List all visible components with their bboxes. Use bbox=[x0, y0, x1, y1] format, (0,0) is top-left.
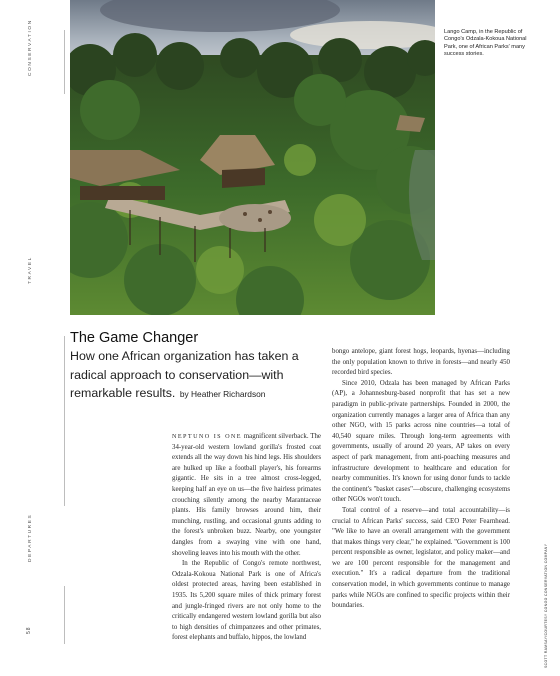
article-paragraph-4: Since 2010, Odzala has been managed by African Parks (AP), a Johannesburg-based nonprofit that has set a new paradigm in public-private partnerships. Founded in 2000, the organization currently manages a larger area of Africa than any other NGO, with 15 parks across nine countries—a total of 40,540 square miles. Through long-term agreements with governments, usually of around 20 years, AP takes on every aspect of park management, from anti-poaching measures and infrastructure development to healthcare and education for nearby communities. It's known for using donor funds to tackle the continent's "basket cases"—obscure, challenging ecosystems other NGOs won't touch. bbox=[332, 379, 510, 504]
article-byline: by Heather Richardson bbox=[179, 389, 266, 400]
article-column-1 bbox=[172, 432, 321, 644]
article-paragraph-5: Total control of a reserve—and total accountability—is crucial to African Parks' success, said CEO Peter Fearnhead. "We like to have an overall arrangement with the government that makes things very clear," he explained. "Government is 100 percent responsible as owner, legislator, and policy maker—and we are 100 percent responsible for the management and execution." It's a radical departure from the traditional conservation model, in which governments continue to manage parks while NGOs are confined to specific projects within their boundaries. bbox=[332, 506, 510, 610]
article-headline-block bbox=[70, 329, 332, 403]
nav-divider-middle bbox=[64, 336, 65, 506]
section-label-travel: TRAVEL bbox=[28, 256, 33, 284]
photo-credit: SCOTT RAMSAY/COURTESY CONGO CONSERVATION COMPANY bbox=[544, 543, 548, 668]
page-number: 58 bbox=[26, 626, 32, 634]
article-paragraph-2: In the Republic of Congo's remote northwest, Odzala-Kokoua National Park is one of Africa's oldest protected areas, having been established in 1935. Its 5,200 square miles of thick primary forest and jungle-fringed rivers are not only home to the critically endangered western lowland gorilla but also to high densities of chimpanzees and other primates, forest elephants and buffalo, hippos, the lowland bbox=[172, 560, 321, 642]
article-title: The Game Changer bbox=[70, 330, 199, 346]
article-column-2 bbox=[332, 347, 510, 612]
nav-divider-top bbox=[64, 30, 65, 94]
article-paragraph-3: bongo antelope, giant forest hogs, leopards, hyenas—including the only population known to thrive in forests—and nearly 450 recorded bird species. bbox=[332, 348, 510, 377]
hero-photo-lango-camp bbox=[70, 0, 435, 315]
article-paragraph-1 bbox=[172, 432, 321, 559]
drop-lead-in: NEPTUNO IS ONE bbox=[172, 433, 242, 440]
nav-divider-bottom bbox=[64, 586, 65, 644]
section-label-conservation: CONSERVATION bbox=[28, 19, 33, 76]
section-label-departures: DEPARTURES bbox=[28, 513, 33, 562]
paragraph-1-text: magnificent silverback. The 34-year-old western lowland gorilla's frosted coat extends all the way down his hind legs. His shoulders are hulked up like a football player's, his forearms gigantic. He sits in a tree almost cross-legged, keeping half an eye on us—the five hairless primates crouching silently among the nearby Marantaceae plants. His family browses around him, their munching, rustling, and occasional grunts adding to the forest's unbroken buzz. Nearby, one youngster dangles from a swaying vine with one hand, shoveling leaves into his mouth with the other. bbox=[172, 433, 321, 557]
article-deck: How one African organization has taken a radical approach to conservation—with remarkable results. bbox=[70, 349, 299, 401]
photo-caption: Lango Camp, in the Republic of Congo's Odzala-Kokoua National Park, one of African Parks' many success stories. bbox=[444, 29, 527, 57]
